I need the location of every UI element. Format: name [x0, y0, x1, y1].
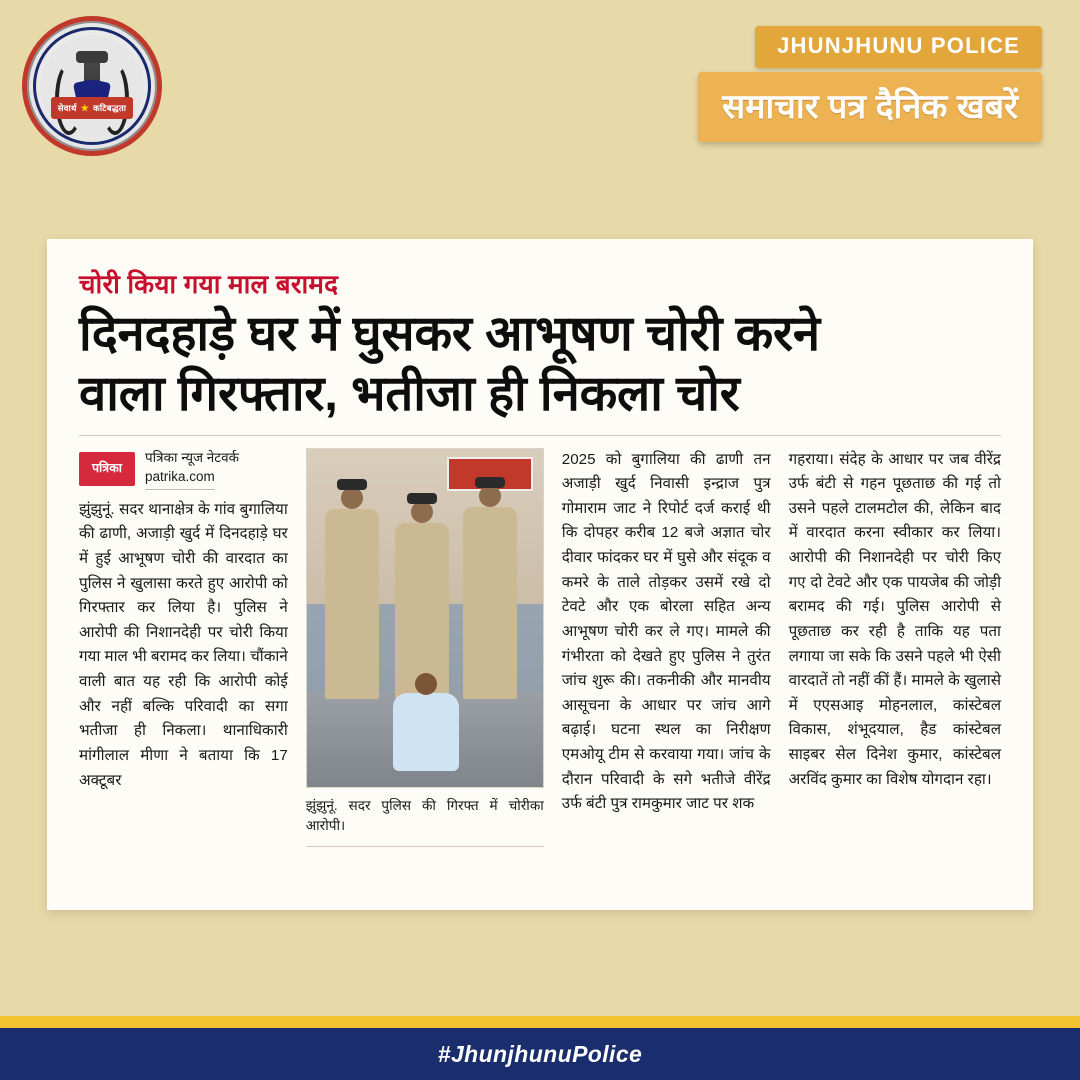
article-column-3 — [562, 448, 771, 868]
page-header — [0, 0, 1080, 160]
footer-hashtag: #JhunjhunuPolice — [437, 1040, 643, 1067]
photo-accused — [393, 693, 459, 771]
headline-line-2: वाला गिरफ्तार, भतीजा ही निकला चोर — [79, 366, 740, 421]
emblem-inner — [41, 35, 143, 137]
page-title: समाचार पत्र दैनिक खबरें — [698, 72, 1042, 142]
article-kicker: चोरी किया गया माल बरामद — [79, 269, 339, 299]
article-column-4 — [789, 448, 1001, 868]
emblem-motto-left: सेवार्थ — [57, 102, 77, 113]
patrika-logo: पत्रिका — [79, 452, 135, 486]
photo-officer-3 — [463, 507, 517, 699]
photo-caption: झुंझुनूं. सदर पुलिस की गिरफ्त में चोरीका आरोपी। — [306, 796, 544, 848]
newspaper-clipping — [47, 239, 1033, 910]
headline-line-1: दिनदहाड़े घर में घुसकर आभूषण चोरी करने — [79, 307, 820, 361]
department-tag: JHUNJHUNU POLICE — [755, 26, 1042, 68]
article-body-3: गहराया। संदेह के आधार पर जब वीरेंद्र उर्फ बंटी से गहन पूछताछ की गई तो उसने पहले टालमटोल की, लेकिन बाद में वारदात करना स्वीकार कर लिया। आरोपी की निशानदेही पर चोरी किए गए दो टेवटे और एक पायजेब की जोड़ी बरामद की गई। पुलिस आरोपी से पूछताछ कर रही है ताकि यह पता लगाया जा सके कि उसने पहले भी ऐसी वारदातें तो नहीं कीं हैं। मामले के खुलासे में एएसआइ मोहनलाल, कांस्टेबल विकास, शंभूदयाल, हैड कांस्टेबल साइबर सेल दिनेश कुमार, कांस्टेबल अरविंद कुमार का विशेष योगदान रहा। — [788, 450, 1001, 788]
article-body-2: 2025 को बुगालिया की ढाणी तन अजाड़ी खुर्द निवासी इन्द्राज पुत्र गोमाराम जाट ने रिपोर्ट दर्ज कराई थी कि दोपहर करीब 12 बजे अज्ञात चोर दीवार फांदकर घर में घुसे और संदूक व कमरे के ताले तोड़कर उसमें रखे दो टेवटे और एक बोरला सहित अन्य आभूषण चोरी कर ले गए। मामले की गंभीरता को देखते हुए पुलिस ने तुरंत जांच शुरू की। तकनीकी और मानवीय आसूचना के आधार पर जांच आगे बढ़ाई। घटना स्थल का निरीक्षण एमओयू टीम से करवाया गया। जांच के दौरान परिवादी के सगे भतीजे वीरेंद्र उर्फ बंटी पुत्र रामकुमार जाट पर शक — [561, 450, 771, 813]
byline-network: पत्रिका न्यूज नेटवर्क — [145, 449, 239, 465]
photo-officer-1 — [325, 509, 379, 699]
byline-website: patrika.com — [145, 467, 215, 490]
page-footer — [0, 1028, 1080, 1080]
article-column-1 — [79, 448, 288, 868]
article-headline — [79, 305, 1001, 425]
emblem-motto-banner — [51, 97, 133, 119]
article-column-2 — [306, 448, 544, 868]
emblem-motto-right: कटिबद्धता — [93, 102, 127, 113]
headline-divider — [79, 435, 1001, 436]
byline — [79, 448, 288, 490]
article-body-1: झुंझुनूं. सदर थानाक्षेत्र के गांव बुगालिया की ढाणी, अजाड़ी खुर्द में दिनदहाड़े घर में हुई आभूषण चोरी की वारदात का पुलिस ने खुलासा करते हुए आरोपी को गिरफ्तार कर लिया है। पुलिस ने आरोपी की निशानदेही पर चोरी किया गया माल भी बरामद कर लिया। चौंकाने वाली बात यह रही कि आरोपी कोई और नहीं बल्कि परिवादी का सगा भतीजा ही निकला। थानाधिकारी मांगीलाल मीणा ने बताया कि 17 अक्टूबर — [79, 500, 288, 789]
article-columns — [79, 448, 1001, 868]
footer-accent-strip — [0, 1016, 1080, 1028]
byline-text — [145, 448, 239, 490]
rajasthan-police-emblem-icon — [22, 16, 162, 156]
star-icon: ★ — [80, 102, 90, 113]
article-photo — [306, 448, 544, 788]
